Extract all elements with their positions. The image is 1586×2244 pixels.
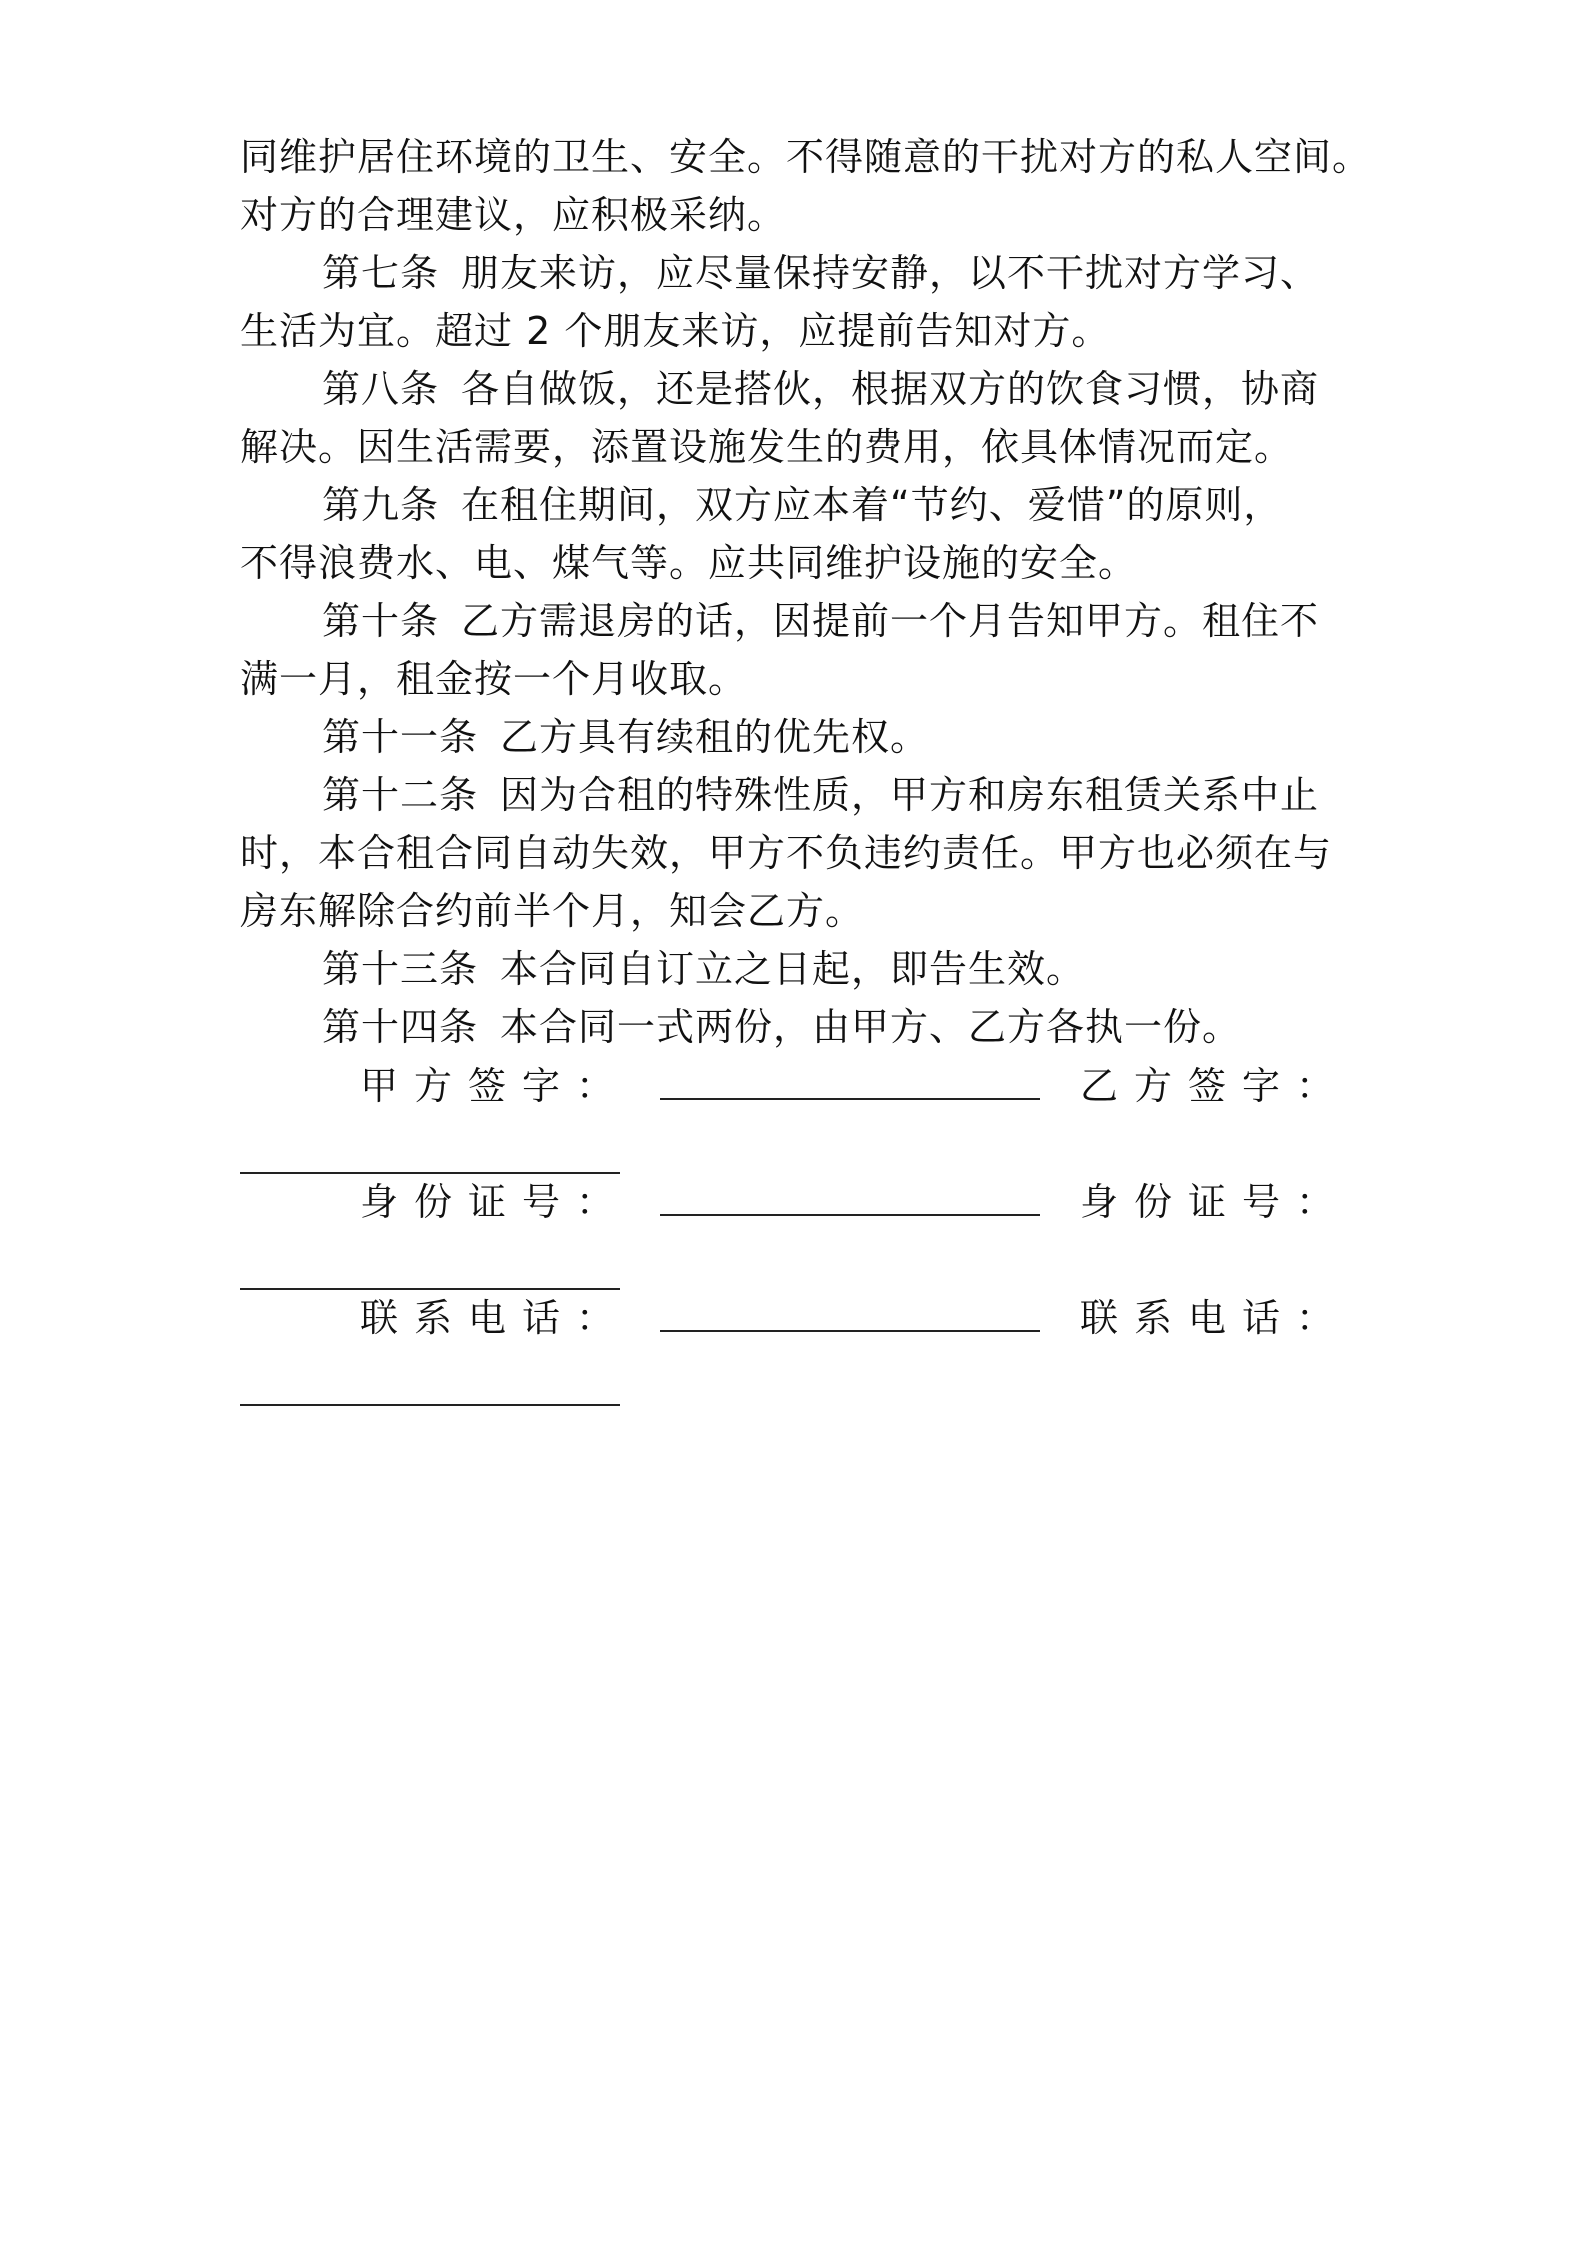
clause-8 [322,359,1362,419]
clause-text: 各自做饭，还是搭伙，根据双方的饮食习惯，协商 [461,367,1320,411]
phone-row [240,1288,1360,1348]
clause-text: 解决。因生活需要，添置设施发生的费用，依具体情况而定。 [240,425,1294,469]
clause-text: 满一月，租金按一个月收取。 [240,657,748,701]
clause-line [240,823,1360,883]
clause-12 [322,765,1362,825]
clause-text: 朋友来访，应尽量保持安静，以不干扰对方学习、 [461,251,1320,295]
clause-text: 乙方具有续租的优先权。 [500,715,930,759]
clause-text: 本合同一式两份，由甲方、乙方各执一份。 [500,1005,1242,1049]
id-number-row [240,1172,1360,1232]
clause-line [240,417,1360,477]
article-number: 第十一条 [322,715,479,759]
article-number: 第十四条 [322,1005,479,1049]
clause-line [240,649,1360,709]
clause-line [240,533,1360,593]
article-number: 第十条 [322,599,440,643]
party-b-phone-blank[interactable] [240,1362,620,1422]
article-number: 第九条 [322,483,440,527]
clause-text: 在租住期间，双方应本着“节约、爱惜”的原则， [461,483,1283,527]
phone-continuation-row [240,1362,1360,1422]
clause-line [240,185,1360,245]
clause-14 [322,997,1362,1057]
clause-text: 不得浪费水、电、煤气等。应共同维护设施的安全。 [240,541,1138,585]
party-b-phone-label: 联系电话： [1080,1296,1351,1340]
article-number: 第八条 [322,367,440,411]
clause-text: 时，本合租合同自动失效，甲方不负违约责任。甲方也必须在与 [240,831,1333,875]
clause-line [240,127,1372,187]
clause-line [240,881,1360,941]
clause-text: 对方的合理建议，应积极采纳。 [240,193,787,237]
party-a-signature-blank[interactable] [660,1056,1040,1116]
clause-text: 同维护居住环境的卫生、安全。不得随意的干扰对方的私人空间。 [240,135,1372,179]
clause-9 [322,475,1362,535]
clause-text: 本合同自订立之日起，即告生效。 [500,947,1086,991]
article-number: 第七条 [322,251,440,295]
party-a-signature-label: 甲方签字： [360,1064,631,1108]
article-number: 第十二条 [322,773,479,817]
party-a-phone-label: 联系电话： [360,1296,631,1340]
party-a-phone-blank[interactable] [660,1288,1040,1348]
clause-line [240,301,1360,361]
clause-text: 生活为宜。超过 2 个朋友来访，应提前告知对方。 [240,309,1111,353]
clause-10 [322,591,1362,651]
clause-11 [322,707,1362,767]
clause-text: 因为合租的特殊性质，甲方和房东租赁关系中止 [500,773,1320,817]
party-b-id-label: 身份证号： [1080,1180,1351,1224]
article-number: 第十三条 [322,947,479,991]
clause-text: 乙方需退房的话，因提前一个月告知甲方。租住不 [461,599,1320,643]
party-b-signature-label: 乙方签字： [1080,1064,1351,1108]
clause-text: 房东解除合约前半个月，知会乙方。 [240,889,865,933]
clause-7 [322,243,1362,303]
party-a-id-label: 身份证号： [360,1180,631,1224]
clause-13 [322,939,1362,999]
signature-row-party-a-b [240,1056,1360,1116]
party-a-id-blank[interactable] [660,1172,1040,1232]
